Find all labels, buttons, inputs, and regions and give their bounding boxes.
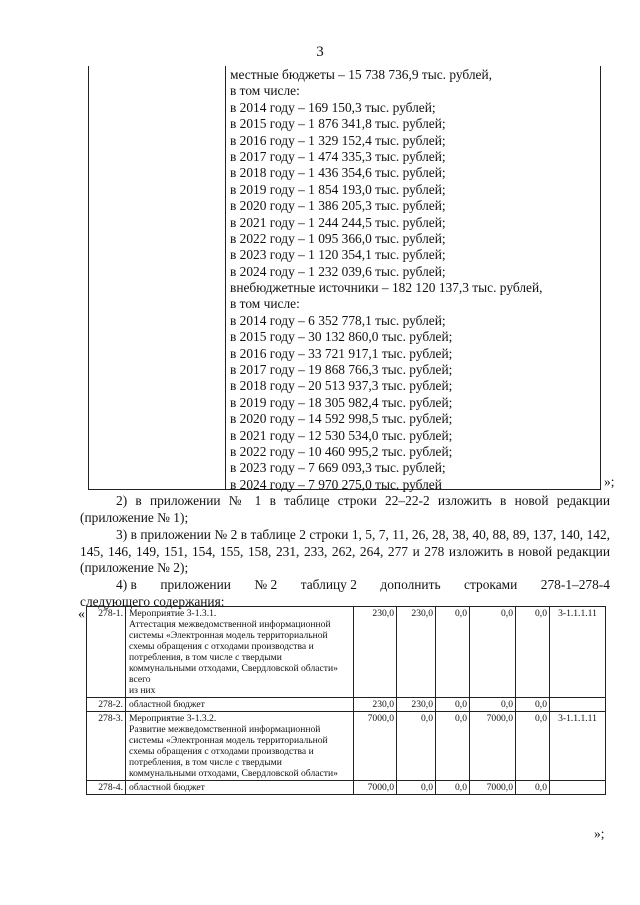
- cell-code: [550, 698, 606, 712]
- cell-text-line: Мероприятие 3-1.3.2.: [129, 713, 217, 724]
- cell-v5: 0,0: [516, 781, 550, 795]
- funding-line: в 2015 году – 30 132 860,0 тыс. рублей;: [230, 329, 453, 345]
- funding-lines: [230, 67, 542, 493]
- cell-v4: 0,0: [470, 607, 516, 698]
- cell-v2: 0,0: [397, 781, 436, 795]
- funding-table-continuation: [88, 66, 601, 490]
- funding-line: в том числе:: [230, 296, 300, 312]
- cell-name: [126, 781, 354, 795]
- funding-line: в 2015 году – 1 876 341,8 тыс. рублей;: [230, 116, 446, 132]
- cell-text-line: Развитие межведомственной информационной системы «Электронная модель территориальной схемы обращения с отходами производства и потребления, в том числе с твердыми коммунальными отходами, Свердловской области»: [129, 724, 338, 779]
- cell-num: 278-3.: [87, 712, 126, 781]
- new-rows-table: [86, 606, 606, 795]
- cell-v3: 0,0: [436, 781, 470, 795]
- cell-code: 3-1.1.1.11: [550, 607, 606, 698]
- cell-code: 3-1.1.1.11: [550, 712, 606, 781]
- cell-v4: 0,0: [470, 698, 516, 712]
- table-row: [87, 781, 606, 795]
- cell-v4: 7000,0: [470, 712, 516, 781]
- table-row: [87, 607, 606, 698]
- amendment-word: дополнить: [380, 577, 441, 592]
- amendment-word: 4) в: [116, 577, 137, 592]
- funding-line: в 2014 году – 169 150,3 тыс. рублей;: [230, 99, 436, 115]
- funding-line: в 2017 году – 1 474 335,3 тыс. рублей;: [230, 148, 446, 164]
- funding-line: в 2019 году – 1 854 193,0 тыс. рублей;: [230, 181, 446, 197]
- amendment-word: таблицу 2: [300, 577, 357, 592]
- opening-quote: «: [78, 607, 85, 622]
- cell-text-line: Аттестация межведомственной информационной системы «Электронная модель территориальной схемы обращения с отходами производства и потребления, в том числе с твердыми коммунальными отходами, Свердловской области» всего: [129, 619, 338, 685]
- cell-v1: 7000,0: [354, 781, 397, 795]
- cell-num: 278-4.: [87, 781, 126, 795]
- funding-line: в 2024 году – 7 970 275,0 тыс. рублей: [230, 476, 442, 492]
- cell-num: 278-2.: [87, 698, 126, 712]
- table-column-divider: [225, 66, 226, 489]
- amendment-word: 278-1–278-4: [540, 577, 610, 592]
- cell-v5: 0,0: [516, 607, 550, 698]
- cell-v1: 7000,0: [354, 712, 397, 781]
- funding-line: в 2020 году – 14 592 998,5 тыс. рублей;: [230, 411, 453, 427]
- cell-name: [126, 607, 354, 698]
- cell-v2: 230,0: [397, 698, 436, 712]
- cell-v5: 0,0: [516, 712, 550, 781]
- funding-line: в 2023 году – 7 669 093,3 тыс. рублей;: [230, 460, 446, 476]
- funding-line: в 2018 году – 1 436 354,6 тыс. рублей;: [230, 165, 446, 181]
- funding-line: в 2017 году – 19 868 766,3 тыс. рублей;: [230, 362, 453, 378]
- funding-line: в том числе:: [230, 83, 300, 99]
- cell-text-line: областной бюджет: [129, 699, 205, 710]
- cell-text-line: из них: [129, 685, 156, 696]
- amendment-item-2: 2) в приложении № 1 в таблице строки 22–22-2 изложить в новой редакции (приложение № 1);: [80, 493, 610, 525]
- cell-code: [550, 781, 606, 795]
- funding-line: в 2022 году – 1 095 366,0 тыс. рублей;: [230, 230, 446, 246]
- page-number: 3: [316, 44, 324, 60]
- cell-v5: 0,0: [516, 698, 550, 712]
- cell-v1: 230,0: [354, 607, 397, 698]
- cell-v3: 0,0: [436, 698, 470, 712]
- closing-quote-2: »;: [594, 826, 605, 841]
- cell-v3: 0,0: [436, 712, 470, 781]
- cell-name: [126, 712, 354, 781]
- closing-quote: »;: [604, 474, 615, 489]
- funding-line: в 2016 году – 1 329 152,4 тыс. рублей;: [230, 132, 446, 148]
- amendment-item-3: 3) в приложении № 2 в таблице 2 строки 1, 5, 7, 11, 26, 28, 38, 40, 88, 89, 137, 140, 142, 145, 146, 149, 151, 154, 155, 158, 231, 233, 262, 264, 277 и 278 изложить в новой редакции (приложение № 2);: [80, 527, 610, 575]
- cell-num: 278-1.: [87, 607, 126, 698]
- cell-name: [126, 698, 354, 712]
- cell-v3: 0,0: [436, 607, 470, 698]
- funding-line: в 2019 году – 18 305 982,4 тыс. рублей;: [230, 394, 453, 410]
- cell-v1: 230,0: [354, 698, 397, 712]
- amendment-item-4-line2: следующего содержания:: [80, 593, 225, 609]
- funding-line: в 2016 году – 33 721 917,1 тыс. рублей;: [230, 345, 453, 361]
- amendment-item-4-line1: [80, 577, 610, 594]
- amendment-word: № 2: [254, 577, 278, 592]
- cell-v2: 230,0: [397, 607, 436, 698]
- funding-line: в 2021 году – 1 244 244,5 тыс. рублей;: [230, 214, 446, 230]
- amendment-word: строками: [464, 577, 518, 592]
- funding-line: в 2023 году – 1 120 354,1 тыс. рублей;: [230, 247, 446, 263]
- cell-v4: 7000,0: [470, 781, 516, 795]
- table-row: [87, 698, 606, 712]
- funding-line: в 2022 году – 10 460 995,2 тыс. рублей;: [230, 443, 453, 459]
- funding-line: в 2014 году – 6 352 778,1 тыс. рублей;: [230, 312, 446, 328]
- cell-v2: 0,0: [397, 712, 436, 781]
- amendment-word: приложении: [160, 577, 231, 592]
- cell-text-line: Мероприятие 3-1.3.1.: [129, 608, 217, 619]
- funding-line: в 2021 году – 12 530 534,0 тыс. рублей;: [230, 427, 453, 443]
- cell-text-line: областной бюджет: [129, 782, 205, 793]
- table-row: [87, 712, 606, 781]
- funding-line: местные бюджеты – 15 738 736,9 тыс. рублей,: [230, 67, 492, 82]
- funding-line: в 2024 году – 1 232 039,6 тыс. рублей;: [230, 263, 446, 279]
- funding-line: в 2018 году – 20 513 937,3 тыс. рублей;: [230, 378, 453, 394]
- funding-line: в 2020 году – 1 386 205,3 тыс. рублей;: [230, 198, 446, 214]
- funding-line: внебюджетные источники – 182 120 137,3 тыс. рублей,: [230, 280, 543, 296]
